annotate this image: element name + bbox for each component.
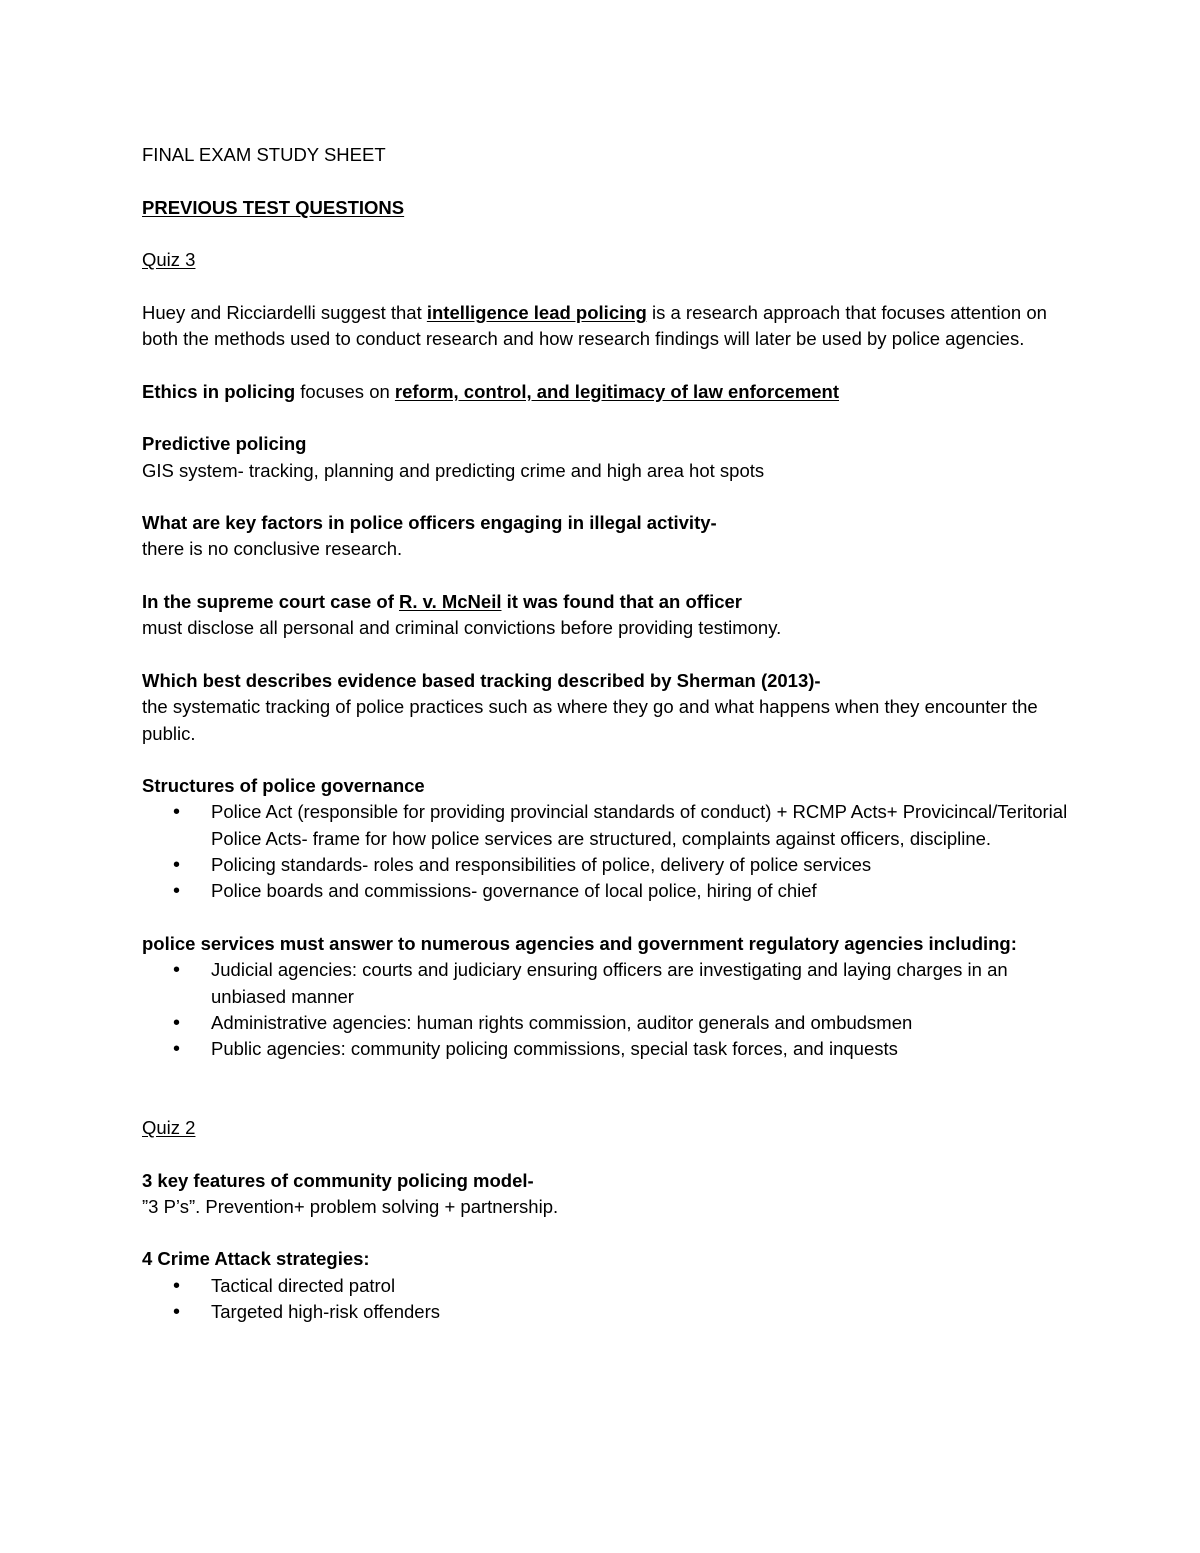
mcneil-question [142,589,1082,615]
section-heading: PREVIOUS TEST QUESTIONS [142,196,405,218]
ethics-paragraph [142,379,1082,405]
quiz3-heading: Quiz 3 [142,249,196,271]
sherman-answer: the systematic tracking of police practices such as where they go and what happens when they encounter the public. [142,696,1038,744]
predictive-heading: Predictive policing [142,433,307,455]
huey-after: is a research approach that focuses attention on both the methods used to conduct research and how research findings will later be used by police agencies. [142,301,1047,350]
quiz2-heading: Quiz 2 [142,1116,196,1138]
mcneil-case: R. v. McNeil [399,591,502,613]
list-item: • Policing standards- roles and responsibilities of police, delivery of police services [142,852,1082,878]
mcneil-after: it was found that an officer [501,591,742,613]
list-item: • Police Act (responsible for providing provincial standards of conduct) + RCMP Acts+ Provicincal/Teritorial Police Acts- frame for how police services are structured, complaints against officers, discipline. [142,799,1082,852]
huey-term: intelligence lead policing [426,301,647,323]
list-item: • Targeted high-risk offenders [142,1299,1082,1325]
sherman-question: Which best describes evidence based tracking described by Sherman (2013)- [142,669,821,691]
community-question: 3 key features of community policing model- [142,1169,534,1191]
governance-heading: Structures of police governance [142,775,425,797]
key-factors-question: What are key factors in police officers engaging in illegal activity- [142,512,717,534]
mcneil-before: In the supreme court case of [142,591,400,613]
list-item: • Tactical directed patrol [142,1273,1082,1299]
ethics-answer: reform, control, and legitimacy of law enforcement [394,380,840,402]
list-item: • Judicial agencies: courts and judiciary ensuring officers are investigating and laying charges in an unbiased manner [142,957,1082,1010]
document-page [142,142,1082,1325]
governance-list [142,799,1082,904]
crime-attack-list [142,1273,1082,1326]
ethics-middle: focuses on [295,380,395,402]
ethics-term: Ethics in policing [142,380,296,402]
huey-paragraph [142,300,1082,353]
mcneil-answer: must disclose all personal and criminal convictions before providing testimony. [142,617,782,639]
community-answer: ”3 P’s”. Prevention+ problem solving + partnership. [142,1195,559,1217]
crime-attack-heading: 4 Crime Attack strategies: [142,1248,370,1270]
huey-before: Huey and Ricciardelli suggest that [142,301,427,323]
list-item: • Administrative agencies: human rights commission, auditor generals and ombudsmen [142,1010,1082,1036]
list-item: • Police boards and commissions- governance of local police, hiring of chief [142,878,1082,904]
agencies-heading: police services must answer to numerous agencies and government regulatory agencies including: [142,932,1017,954]
document-title: FINAL EXAM STUDY SHEET [142,144,386,165]
list-item: • Public agencies: community policing commissions, special task forces, and inquests [142,1036,1082,1062]
key-factors-answer: there is no conclusive research. [142,538,403,560]
agencies-list [142,957,1082,1062]
predictive-text: GIS system- tracking, planning and predicting crime and high area hot spots [142,459,765,481]
